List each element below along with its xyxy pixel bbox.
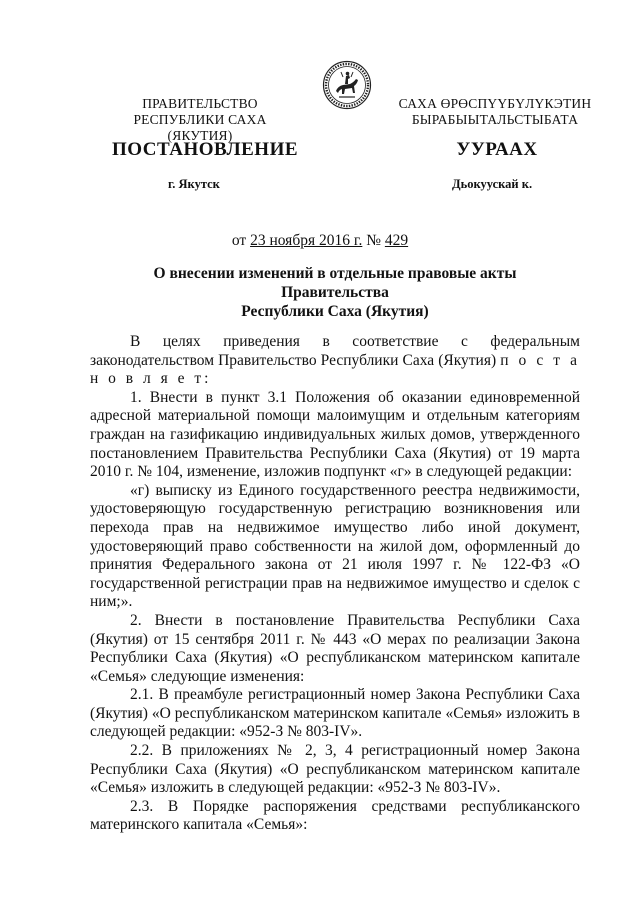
paragraph-preamble <box>90 333 580 389</box>
header-left-line1: ПРАВИТЕЛЬСТВО <box>142 96 258 111</box>
coat-of-arms-icon <box>322 60 372 110</box>
preamble-text: В целях приведения в соответствие с федеральным законодательством Правительство Республики Саха (Якутия) <box>90 333 580 369</box>
decrees-word: п о с т а н о в л я е т: <box>90 351 581 388</box>
title-uuraah: УУРААХ <box>456 139 538 160</box>
paragraph-2-2: 2.2. В приложениях № 2, 3, 4 регистрационный номер Закона Республики Саха (Якутия) «О республиканском материнском капитале «Семья» изложить в следующей редакции: «952-З № 803-IV». <box>90 742 580 797</box>
number-label: № <box>366 232 381 249</box>
decree-number: 429 <box>384 232 409 249</box>
decree-date-line <box>0 232 640 250</box>
paragraph-1: 1. Внести в пункт 3.1 Положения об оказании единовременной адресной материальной помощи малоимущим и отдельным категориям граждан на газификацию индивидуальных жилых домов, утвержденного постановлением Правительства Республики Саха (Якутия) от 19 марта 2010 г. № 104, изменение, изложив подпункт «г» в следующей редакции: <box>90 388 580 481</box>
paragraph-2-3: 2.3. В Порядке распоряжения средствами республиканского материнского капитала «Семья»: <box>90 797 580 834</box>
header-right <box>390 96 600 128</box>
decree-date: 23 ноября 2016 г. <box>250 232 363 249</box>
title-postanovlenie: ПОСТАНОВЛЕНИЕ <box>112 139 299 160</box>
header-right-line2: БЫРАБЫЫТАЛЬСТЫБАТА <box>411 112 579 127</box>
document-body <box>90 333 580 835</box>
header-left <box>100 96 300 144</box>
city-dyokuuskai: Дьокуускай к. <box>452 177 533 191</box>
paragraph-2: 2. Внести в постановление Правительства Республики Саха (Якутия) от 15 сентября 2011 г. № 443 «О мерах по реализации Закона Республики Саха (Якутия) «О республиканском материнском капитале «Семья» следующие изменения: <box>90 611 580 685</box>
document-title-line2: Республики Саха (Якутия) <box>241 303 429 320</box>
header-right-line1: САХА ӨРӨСПҮҮБҮЛҮКЭТИН <box>398 96 592 111</box>
document-title <box>100 264 570 321</box>
paragraph-1-quote: «г) выписку из Единого государственного реестра недвижимости, удостоверяющую государственную регистрацию возникновения или перехода прав на недвижимое имущество либо иной документ, удостоверяющий право собственности на жилой дом, оформленный до принятия Федерального закона от 21 июля 1997 г. № 122-ФЗ «О государственной регистрации прав на недвижимое имущество и сделок с ним;». <box>90 481 580 611</box>
paragraph-2-1: 2.1. В преамбуле регистрационный номер Закона Республики Саха (Якутия) «О республиканском материнском капитале «Семья» изложить в следующей редакции: «952-З № 803-IV». <box>90 686 580 741</box>
date-prefix: от <box>231 232 247 249</box>
city-yakutsk: г. Якутск <box>168 177 220 191</box>
document-title-line1: О внесении изменений в отдельные правовые акты Правительства <box>153 265 517 301</box>
header-left-line2: РЕСПУБЛИКИ САХА (ЯКУТИЯ) <box>133 112 267 143</box>
